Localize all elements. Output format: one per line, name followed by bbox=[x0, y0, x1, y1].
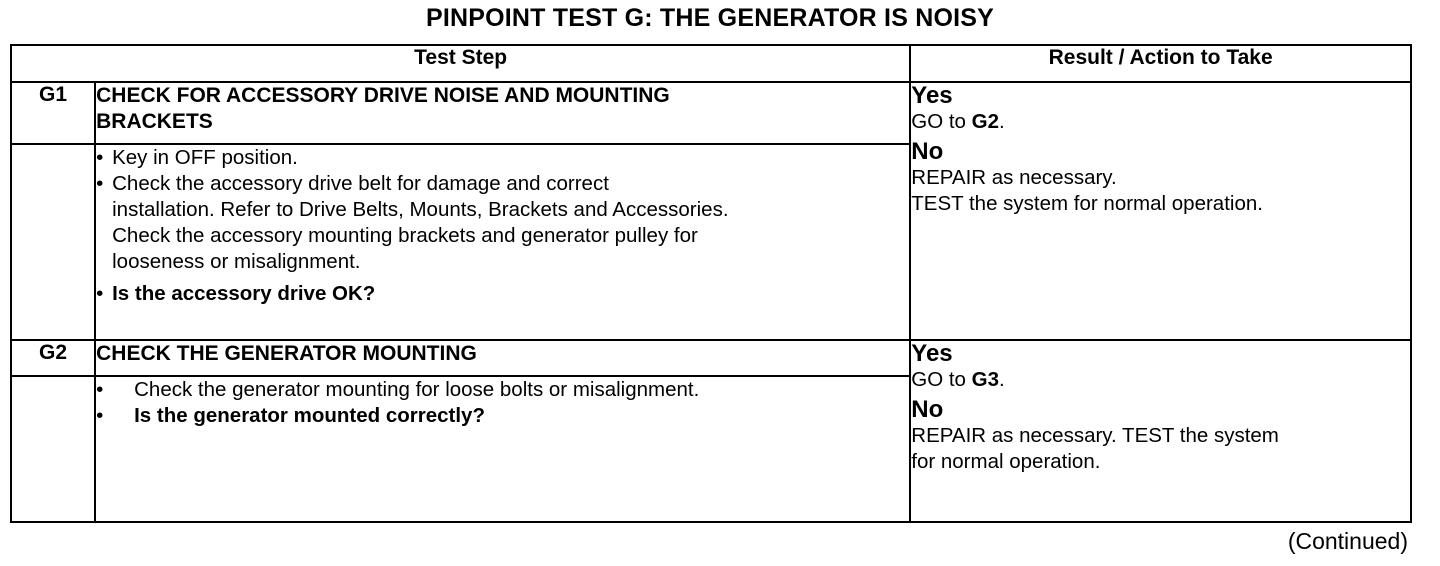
g2-no-label: No bbox=[911, 396, 944, 423]
step-g2-heading-line1: CHECK THE GENERATOR MOUNTING bbox=[96, 342, 477, 365]
bullet-icon: • bbox=[96, 146, 104, 169]
g1-yes-action bbox=[911, 109, 1410, 135]
g1-no-action-line1: REPAIR as necessary. bbox=[911, 166, 1117, 189]
g2-yes-target: G3 bbox=[971, 368, 1000, 391]
g2-yes-suffix: . bbox=[999, 368, 1005, 391]
bullet-icon: • bbox=[96, 172, 104, 195]
step-g2-result bbox=[910, 340, 1411, 522]
step-g1-heading-line2: BRACKETS bbox=[96, 110, 213, 133]
step-g2-body bbox=[95, 376, 910, 522]
g1-yes-action-prefix: GO to bbox=[911, 110, 972, 133]
bullet-icon: • bbox=[96, 282, 104, 305]
g2-yes-label: Yes bbox=[911, 340, 953, 367]
g1-question-text: Is the accessory drive OK? bbox=[112, 282, 376, 305]
g1-bullet-question bbox=[96, 281, 909, 307]
pinpoint-test-table bbox=[10, 44, 1412, 523]
step-g1-body bbox=[95, 144, 910, 340]
step-g1-heading-line1: CHECK FOR ACCESSORY DRIVE NOISE AND MOUNTING bbox=[96, 84, 670, 107]
step-g2-id-blank bbox=[11, 376, 95, 522]
step-g2-heading bbox=[95, 340, 910, 376]
g2-no-action-line1: REPAIR as necessary. TEST the system bbox=[911, 424, 1279, 447]
step-g1-result bbox=[910, 82, 1411, 340]
step-id-g1: G1 bbox=[11, 82, 95, 144]
g1-bullet-key-off bbox=[96, 145, 909, 171]
g1-no-label: No bbox=[911, 138, 944, 165]
table-header-row bbox=[11, 45, 1411, 82]
page-title: PINPOINT TEST G: THE GENERATOR IS NOISY bbox=[425, 4, 995, 32]
g1-yes-label: Yes bbox=[911, 82, 953, 109]
step-g1-heading-row bbox=[11, 82, 1411, 144]
step-g1-heading bbox=[95, 82, 910, 144]
g1-belt-line3: Check the accessory mounting brackets and generator pulley for bbox=[112, 224, 698, 247]
g1-no-action-line2: TEST the system for normal operation. bbox=[911, 192, 1263, 215]
g2-no-action-line2: for normal operation. bbox=[911, 450, 1101, 473]
g1-bullet-key-off-text: Key in OFF position. bbox=[112, 146, 298, 169]
g2-bullet-question bbox=[96, 403, 909, 429]
step-g1-id-blank bbox=[11, 144, 95, 340]
g1-bullet-check-belt-text bbox=[112, 171, 728, 275]
g2-bullet-check-mounting bbox=[96, 377, 909, 403]
continued-note: (Continued) bbox=[1287, 528, 1408, 554]
g2-bullet-check-mounting-text: Check the generator mounting for loose bolts or misalignment. bbox=[134, 378, 700, 401]
g1-yes-target: G2 bbox=[971, 110, 1000, 133]
g2-yes-action bbox=[911, 367, 1410, 393]
bullet-icon: • bbox=[96, 378, 104, 401]
g1-belt-line2: installation. Refer to Drive Belts, Mounts, Brackets and Accessories. bbox=[112, 198, 729, 221]
g2-question-text: Is the generator mounted correctly? bbox=[134, 404, 485, 427]
bullet-icon: • bbox=[96, 404, 104, 427]
step-g2-heading-row bbox=[11, 340, 1411, 376]
step-id-g2: G2 bbox=[11, 340, 95, 376]
header-test-step: Test Step bbox=[11, 45, 910, 82]
g1-belt-line1: Check the accessory drive belt for damage and correct bbox=[112, 172, 609, 195]
g2-yes-action-prefix: GO to bbox=[911, 368, 972, 391]
g1-yes-suffix: . bbox=[999, 110, 1005, 133]
g1-belt-line4: looseness or misalignment. bbox=[112, 250, 361, 273]
header-result-action: Result / Action to Take bbox=[910, 45, 1411, 82]
g1-bullet-check-belt bbox=[96, 171, 909, 275]
